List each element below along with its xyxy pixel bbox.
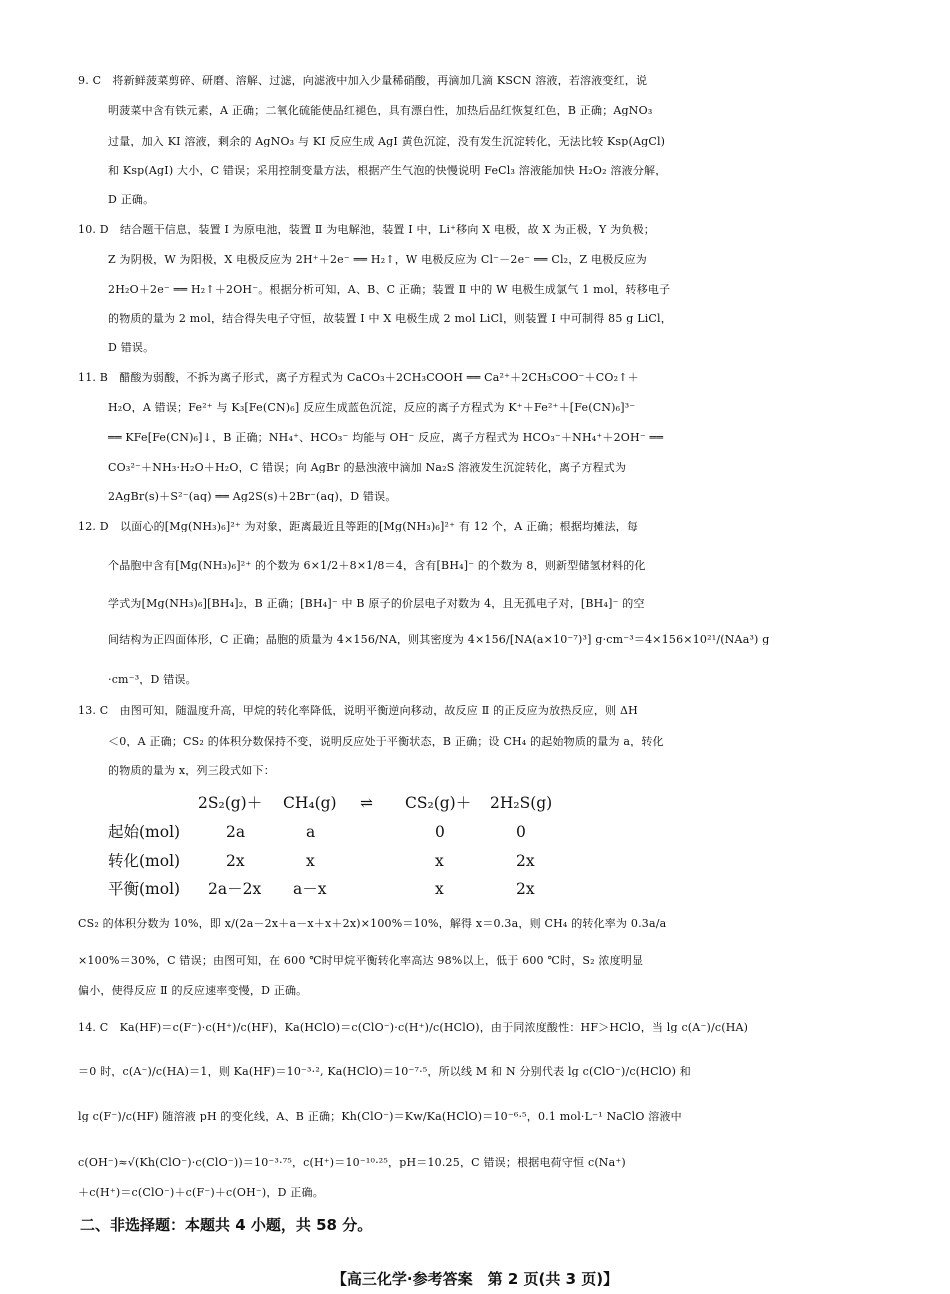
q11-line-2: H₂O，A 错误；Fe²⁺ 与 K₃[Fe(CN)₆] 反应生成蓝色沉淀，反应的离子方程式为 K⁺＋Fe²⁺＋[Fe(CN)₆]³⁻ <box>108 402 636 413</box>
q11-line-5: 2AgBr(s)＋S²⁻(aq) ══ Ag2S(s)＋2Br⁻(aq)，D 错误。 <box>108 491 397 502</box>
table-head-ch4: CH₄(g) <box>283 794 337 812</box>
table-cell: 0 <box>435 823 445 841</box>
q14-line-2: ＝0 时，c(A⁻)/c(HA)＝1，则 Ka(HF)＝10⁻³·², Ka(HClO)＝10⁻⁷·⁵，所以线 M 和 N 分别代表 lg c(ClO⁻)/c(HClO) 和 <box>78 1066 692 1077</box>
q9-line-5: D 正确。 <box>108 194 155 205</box>
table-cell: 2a－2x <box>208 880 262 898</box>
q14-line-3: lg c(F⁻)/c(HF) 随溶液 pH 的变化线，A、B 正确；Kh(ClO⁻)＝Kw/Ka(HClO)＝10⁻⁶·⁵，0.1 mol·L⁻¹ NaClO 溶液中 <box>78 1111 682 1122</box>
table-head-s2: 2S₂(g)＋ <box>198 794 263 812</box>
q13-line-2: ＜0，A 正确；CS₂ 的体积分数保持不变，说明反应处于平衡状态，B 正确；设 CH₄ 的起始物质的量为 a，转化 <box>108 736 664 747</box>
table-row <box>108 854 608 874</box>
table-head-h2s: 2H₂S(g) <box>490 794 553 812</box>
q13-line-5: ×100%＝30%，C 错误；由图可知，在 600 ℃时甲烷平衡转化率高达 98%以上，低于 600 ℃时，S₂ 浓度明显 <box>78 955 644 966</box>
table-row <box>108 825 608 845</box>
table-cell: 2a <box>226 823 246 841</box>
q9-line-4: 和 Ksp(AgI) 大小，C 错误；采用控制变量方法，根据产生气泡的快慢说明 FeCl₃ 溶液能加快 H₂O₂ 溶液分解， <box>108 165 667 176</box>
table-row-label: 平衡(mol) <box>108 880 181 898</box>
q12-line-5: ·cm⁻³，D 错误。 <box>108 674 197 685</box>
q11-line-1: 11. B 醋酸为弱酸，不拆为离子形式，离子方程式为 CaCO₃＋2CH₃COOH ══ Ca²⁺＋2CH₃COO⁻＋CO₂↑＋ <box>78 372 639 383</box>
table-row-label: 转化(mol) <box>108 852 181 870</box>
q11-line-4: CO₃²⁻＋NH₃·H₂O＋H₂O，C 错误；向 AgBr 的悬浊液中滴加 Na₂S 溶液发生沉淀转化，离子方程式为 <box>108 462 627 473</box>
table-cell: a <box>306 823 316 841</box>
q9-line-2: 明菠菜中含有铁元素，A 正确；二氧化硫能使品红褪色，具有漂白性，加热后品红恢复红色，B 正确；AgNO₃ <box>108 105 653 116</box>
q13-line-4: CS₂ 的体积分数为 10%，即 x/(2a－2x＋a－x＋x＋2x)×100%＝10%，解得 x＝0.3a，则 CH₄ 的转化率为 0.3a/a <box>78 918 667 929</box>
q9-line-1: 9. C 将新鲜菠菜剪碎、研磨、溶解、过滤，向滤液中加入少量稀硝酸，再滴加几滴 KSCN 溶液，若溶液变红，说 <box>78 75 648 86</box>
q10-line-4: 的物质的量为 2 mol，结合得失电子守恒，故装置 Ⅰ 中 X 电极生成 2 mol LiCl，则装置 Ⅰ 中可制得 85 g LiCl， <box>108 313 672 324</box>
q10-line-1: 10. D 结合题干信息，装置 Ⅰ 为原电池，装置 Ⅱ 为电解池，装置 Ⅰ 中，Li⁺移向 X 电极，故 X 为正极，Y 为负极； <box>78 224 655 235</box>
q10-line-2: Z 为阴极，W 为阳极，X 电极反应为 2H⁺＋2e⁻ ══ H₂↑，W 电极反应为 Cl⁻－2e⁻ ══ Cl₂，Z 电极反应为 <box>108 254 648 265</box>
table-cell: 2x <box>516 852 535 870</box>
table-cell: x <box>306 852 315 870</box>
q12-line-4: 间结构为正四面体形，C 正确；晶胞的质量为 4×156/NA，则其密度为 4×156/[NA(a×10⁻⁷)³] g·cm⁻³＝4×156×10²¹/(NAa³) g <box>108 634 770 645</box>
q12-line-1: 12. D 以面心的[Mg(NH₃)₆]²⁺ 为对象，距离最近且等距的[Mg(NH₃)₆]²⁺ 有 12 个，A 正确；根据均摊法，每 <box>78 521 639 532</box>
section-title: 二、非选择题：本题共 4 小题，共 58 分。 <box>80 1216 373 1234</box>
q11-line-3: ══ KFe[Fe(CN)₆]↓，B 正确；NH₄⁺、HCO₃⁻ 均能与 OH⁻ 反应，离子方程式为 HCO₃⁻＋NH₄⁺＋2OH⁻ ══ <box>108 432 664 443</box>
q9-line-3: 过量，加入 KI 溶液，剩余的 AgNO₃ 与 KI 反应生成 AgI 黄色沉淀，没有发生沉淀转化，无法比较 Ksp(AgCl) <box>108 136 666 147</box>
q14-line-1: 14. C Ka(HF)＝c(F⁻)·c(H⁺)/c(HF)，Ka(HClO)＝c(ClO⁻)·c(H⁺)/c(HClO)，由于同浓度酸性：HF＞HClO，当 lg c(A⁻)/c(HA) <box>78 1022 749 1033</box>
table-cell: 2x <box>516 880 535 898</box>
table-cell: 0 <box>516 823 526 841</box>
q12-line-2: 个晶胞中含有[Mg(NH₃)₆]²⁺ 的个数为 6×1/2＋8×1/8＝4，含有[BH₄]⁻ 的个数为 8，则新型储氢材料的化 <box>108 560 646 571</box>
equilibrium-arrow-icon: ⇌ <box>360 794 373 812</box>
q13-line-1: 13. C 由图可知，随温度升高，甲烷的转化率降低，说明平衡逆向移动，故反应 Ⅱ 的正反应为放热反应，则 ΔH <box>78 705 638 716</box>
table-cell: x <box>435 852 444 870</box>
table-cell: 2x <box>226 852 245 870</box>
q12-line-3: 学式为[Mg(NH₃)₆][BH₄]₂，B 正确；[BH₄]⁻ 中 B 原子的价层电子对数为 4，且无孤电子对，[BH₄]⁻ 的空 <box>108 598 645 609</box>
table-cell: a－x <box>293 880 327 898</box>
table-head-cs2: CS₂(g)＋ <box>405 794 472 812</box>
table-row <box>108 882 608 902</box>
table-cell: x <box>435 880 444 898</box>
q14-line-5: ＋c(H⁺)＝c(ClO⁻)＋c(F⁻)＋c(OH⁻)，D 正确。 <box>78 1187 324 1198</box>
q13-line-3: 的物质的量为 x，列三段式如下： <box>108 765 275 776</box>
q10-line-5: D 错误。 <box>108 342 155 353</box>
q13-line-6: 偏小，使得反应 Ⅱ 的反应速率变慢，D 正确。 <box>78 985 308 996</box>
table-row-label: 起始(mol) <box>108 823 181 841</box>
page-footer: 【高三化学·参考答案 第 2 页(共 3 页)】 <box>331 1270 619 1288</box>
three-stage-table-header <box>108 796 608 816</box>
q14-line-4: c(OH⁻)≈√(Kh(ClO⁻)·c(ClO⁻))＝10⁻³·⁷⁵，c(H⁺)＝10⁻¹⁰·²⁵，pH＝10.25，C 错误；根据电荷守恒 c(Na⁺) <box>78 1157 626 1168</box>
q10-line-3: 2H₂O＋2e⁻ ══ H₂↑＋2OH⁻。根据分析可知，A、B、C 正确；装置 Ⅱ 中的 W 电极生成氯气 1 mol，转移电子 <box>108 284 671 295</box>
